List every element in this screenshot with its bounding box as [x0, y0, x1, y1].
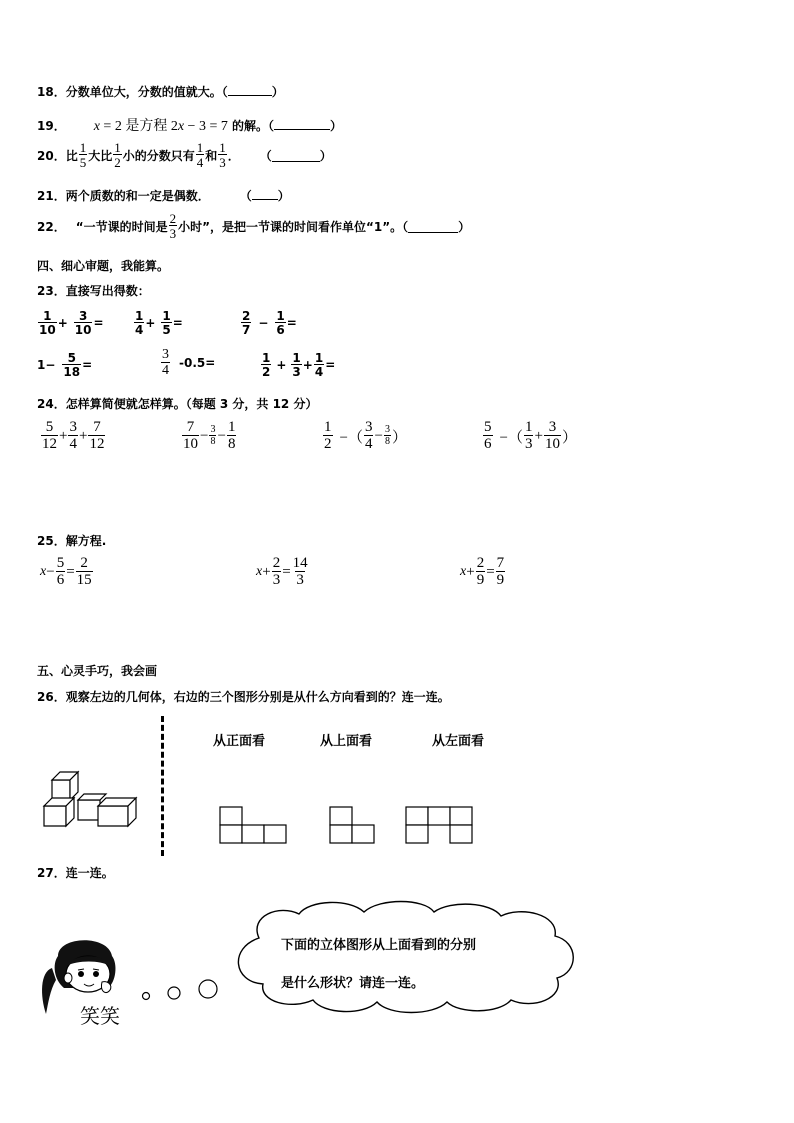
paren-close: ） — [330, 119, 343, 133]
q25-equation-3 — [460, 556, 506, 588]
paren-close: ） — [391, 429, 407, 446]
fraction: $\frac{3}{10}$ — [544, 419, 560, 452]
paren-close: ） — [271, 85, 284, 99]
equation-part: − 3 = 7 — [184, 119, 228, 134]
view-shape-3[interactable] — [405, 806, 475, 844]
variable-x: x — [40, 564, 47, 579]
operator: −（ — [339, 429, 363, 446]
variable-x: x — [460, 564, 467, 579]
answer-blank[interactable] — [228, 83, 272, 96]
fraction: $\frac{7}{9}$ — [496, 555, 505, 588]
variable-x: x — [177, 119, 185, 134]
dashed-divider — [161, 716, 164, 856]
question-24-title: 24．怎样算简便就怎样算。（每题 3 分，共 12 分） — [37, 397, 318, 411]
whole-number: 1− — [37, 358, 56, 372]
operator: − — [200, 427, 209, 444]
paren-close: ） — [277, 189, 290, 203]
equals: = — [82, 358, 93, 372]
cube-solid-figure — [40, 768, 144, 830]
question-text: 的解。（ — [227, 119, 275, 133]
fraction: $\frac{5}{6}$ — [484, 419, 492, 452]
fraction: $\frac{1}{3}$ — [219, 140, 226, 170]
operator: + — [302, 358, 313, 372]
operator: − — [258, 316, 269, 330]
view-shape-2[interactable] — [329, 806, 377, 844]
fraction: $\frac{1}{3}$ — [292, 351, 301, 379]
expression-rest: -0.5= — [179, 356, 216, 370]
question-text: 和 — [205, 148, 218, 163]
question-text: “一节课的时间是 — [75, 219, 168, 234]
answer-blank[interactable] — [272, 149, 320, 162]
q23-expr-1 — [37, 310, 104, 336]
operator: − — [46, 563, 55, 580]
operator: + — [59, 427, 68, 444]
variable-x: x — [93, 119, 100, 134]
question-number: 22． — [37, 219, 66, 234]
question-27-title: 27．连一连。 — [37, 866, 114, 880]
question-number: 21． — [37, 189, 66, 203]
q23-expr-5 — [160, 348, 215, 378]
fraction: $\frac{2}{3}$ — [272, 555, 281, 588]
q23-expr-3 — [240, 310, 297, 336]
question-text: 大比 — [88, 148, 113, 163]
question-21 — [37, 187, 290, 204]
fraction: $\frac{7}{10}$ — [183, 419, 198, 452]
question-text: 比 — [65, 148, 78, 163]
fraction: $\frac{2}{7}$ — [242, 309, 251, 337]
fraction: $\frac{1}{8}$ — [227, 419, 236, 452]
question-22 — [37, 212, 470, 240]
fraction: $\frac{1}{6}$ — [276, 309, 285, 337]
equation-part: = 2 是方程 2 — [99, 119, 178, 134]
fraction: $\frac{1}{3}$ — [524, 419, 533, 452]
q23-expr-2 — [133, 310, 183, 336]
question-number: 18． — [37, 85, 66, 99]
fraction: $\frac{3}{8}$ — [210, 424, 216, 447]
question-text: 小的分数只有 — [122, 148, 195, 163]
variable-x: x — [256, 564, 263, 579]
speech-cloud — [219, 898, 583, 1016]
q24-expr-4 — [482, 420, 577, 452]
question-number: 20． — [37, 148, 66, 163]
fraction: $\frac{5}{6}$ — [56, 555, 65, 588]
operator: − — [374, 427, 383, 444]
operator: + — [534, 427, 543, 444]
fraction: $\frac{1}{4}$ — [314, 351, 324, 379]
label-top-view[interactable]: 从上面看 — [320, 734, 373, 749]
paren-close: ） — [319, 148, 332, 163]
fraction: $\frac{1}{5}$ — [79, 140, 87, 170]
operator: + — [145, 316, 156, 330]
answer-blank[interactable] — [252, 187, 278, 200]
cloud-text-line-1: 下面的立体图形从上面看到的分别 — [281, 938, 477, 953]
fraction: $\frac{7}{12}$ — [89, 419, 105, 452]
operator: + — [466, 563, 475, 580]
view-shape-1[interactable] — [219, 806, 289, 844]
fraction: $\frac{3}{4}$ — [162, 347, 169, 378]
equals: = — [282, 563, 291, 580]
fraction: $\frac{3}{4}$ — [69, 419, 77, 452]
fraction: $\frac{5}{12}$ — [42, 419, 57, 452]
fraction: $\frac{1}{2}$ — [262, 351, 271, 379]
equals: = — [325, 358, 336, 372]
equals: = — [93, 316, 104, 330]
paren-open: （ — [239, 189, 252, 203]
equals: = — [172, 316, 183, 330]
fraction: $\frac{2}{9}$ — [476, 555, 485, 588]
q23-expr-4 — [37, 352, 92, 378]
fraction: $\frac{1}{2}$ — [324, 419, 332, 452]
fraction: $\frac{1}{10}$ — [39, 309, 56, 337]
cloud-text-line-2: 是什么形状？请连一连。 — [281, 976, 425, 991]
equals: = — [286, 316, 297, 330]
answer-blank[interactable] — [408, 220, 458, 233]
question-text: 分数单位大，分数的值就大。（ — [65, 85, 228, 99]
q25-equation-1 — [40, 556, 94, 588]
operator: + — [57, 316, 68, 330]
section-5-title: 五、心灵手巧，我会画 — [37, 664, 158, 678]
q23-expr-6 — [260, 352, 335, 378]
operator: −（ — [499, 429, 523, 446]
operator: + — [262, 563, 271, 580]
question-20 — [37, 141, 332, 169]
operator: − — [217, 427, 226, 444]
answer-blank[interactable] — [274, 117, 330, 130]
fraction: $\frac{3}{10}$ — [74, 309, 92, 337]
section-4-title: 四、细心审题，我能算。 — [37, 259, 170, 273]
thought-bubbles — [138, 976, 222, 1004]
fraction: $\frac{2}{15}$ — [76, 555, 92, 588]
question-23-title: 23．直接写出得数： — [37, 284, 150, 298]
fraction: $\frac{3}{4}$ — [364, 419, 373, 452]
label-front-view[interactable]: 从正面看 — [213, 734, 266, 749]
question-19 — [37, 115, 342, 135]
fraction: $\frac{1}{4}$ — [135, 309, 144, 337]
paren-close: ） — [458, 219, 471, 234]
q24-expr-3 — [322, 420, 407, 452]
q24-expr-1 — [40, 420, 106, 452]
girl-name-label: 笑笑 — [80, 1004, 120, 1028]
q25-equation-2 — [256, 556, 310, 588]
operator: + — [78, 427, 88, 444]
q24-expr-2 — [181, 420, 237, 452]
question-number: 19． — [37, 119, 66, 133]
equals: = — [486, 563, 495, 580]
equals: = — [66, 563, 75, 580]
fraction: $\frac{1}{5}$ — [162, 309, 171, 337]
fraction: $\frac{1}{4}$ — [196, 140, 204, 170]
fraction: $\frac{3}{8}$ — [384, 424, 390, 447]
question-text: 两个质数的和一定是偶数． — [65, 189, 210, 203]
fraction: $\frac{2}{3}$ — [169, 211, 177, 241]
label-left-view[interactable]: 从左面看 — [432, 734, 485, 749]
question-18 — [37, 83, 284, 100]
question-text: 小时”，是把一节课的时间看作单位“1”。（ — [178, 219, 409, 234]
question-25-title: 25．解方程. — [37, 534, 107, 548]
paren-close: ） — [561, 429, 577, 446]
operator: + — [276, 358, 287, 372]
punctuation: ． — [227, 148, 240, 163]
fraction: $\frac{5}{18}$ — [63, 351, 81, 379]
fraction: $\frac{1}{2}$ — [114, 140, 121, 170]
question-26-title: 26．观察左边的几何体，右边的三个图形分别是从什么方向看到的？连一连。 — [37, 690, 450, 704]
paren-open: （ — [259, 148, 272, 163]
fraction: $\frac{14}{3}$ — [292, 555, 308, 588]
